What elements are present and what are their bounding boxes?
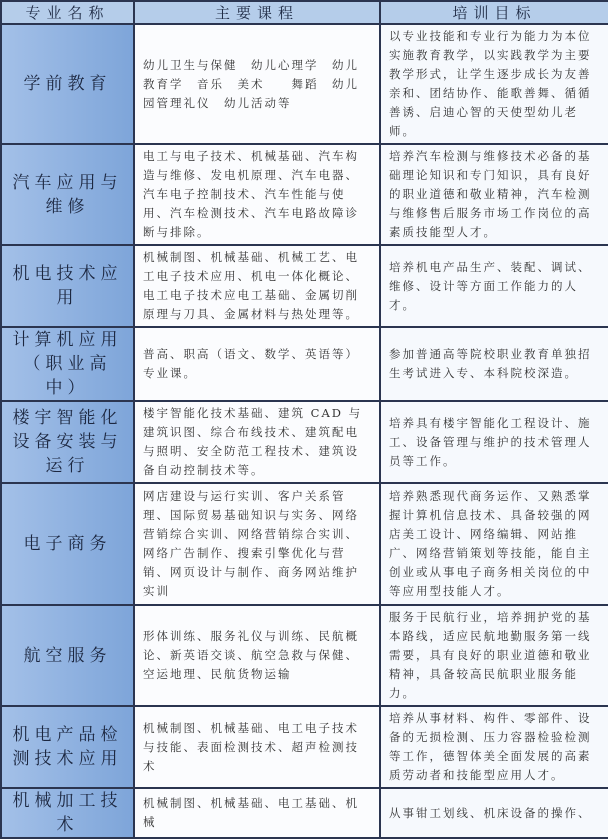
table-row: [1, 144, 608, 245]
table-row: [1, 605, 608, 706]
training-goal: 服务于民航行业，培养拥护党的基本路线，适应民航地勤服务第一线需要，具有良好的职业道德和敬业精神，具备较高民航职业服务能力。: [380, 605, 608, 706]
training-goal: 以专业技能和专业行为能力为本位实施教育教学，以实践教学为主要教学形式，让学生逐步成长为友善亲和、团结协作、能歌善舞、循循善诱、启迪心智的天使型幼儿老师。: [380, 24, 608, 144]
header-courses: 主要课程: [134, 1, 380, 24]
main-courses: 楼宇智能化技术基础、建筑 CAD 与建筑识图、综合布线技术、建筑配电与照明、安全防范工程技术、建筑设备自动控制技术等。: [134, 401, 380, 483]
major-name: 航空服务: [1, 605, 134, 706]
major-name: 楼宇智能化设备安装与运行: [1, 401, 134, 483]
table-row: [1, 401, 608, 483]
main-courses: 网店建设与运行实训、客户关系管理、国际贸易基础知识与实务、网络营销综合实训、网络营销综合实训、网络广告制作、搜索引擎优化与营销、网页设计与制作、商务网站维护实训: [134, 483, 380, 605]
table-row: [1, 483, 608, 605]
training-goal: 培养机电产品生产、装配、调试、维修、设计等方面工作能力的人才。: [380, 245, 608, 327]
training-goal: 参加普通高等院校职业教育单独招生考试进入专、本科院校深造。: [380, 327, 608, 401]
major-name: 汽车应用与维修: [1, 144, 134, 245]
major-name: 计算机应用（职业高中）: [1, 327, 134, 401]
table-row: [1, 245, 608, 327]
table-row: [1, 788, 608, 838]
training-goal: 从事钳工划线、机床设备的操作、: [380, 788, 608, 838]
table-header: [1, 1, 608, 24]
table-row: [1, 706, 608, 788]
table-row: [1, 327, 608, 401]
main-courses: 普高、职高（语文、数学、英语等）专业课。: [134, 327, 380, 401]
major-name: 学前教育: [1, 24, 134, 144]
major-name: 机电技术应用: [1, 245, 134, 327]
table-row: [1, 24, 608, 144]
training-goal: 培养具有楼宇智能化工程设计、施工、设备管理与维护的技术管理人员等工作。: [380, 401, 608, 483]
header-goals: 培训目标: [380, 1, 608, 24]
header-major: 专业名称: [1, 1, 134, 24]
main-courses: 机械制图、机械基础、电工基础、机械: [134, 788, 380, 838]
major-name: 机电产品检测技术应用: [1, 706, 134, 788]
main-courses: 机械制图、机械基础、机械工艺、电工电子技术应用、机电一体化概论、电工电子技术应电工基础、金属切削原理与刀具、金属材料与热处理等。: [134, 245, 380, 327]
training-goal: 培养汽车检测与维修技术必备的基础理论知识和专门知识，具有良好的职业道德和敬业精神，汽车检测与维修售后服务市场工作岗位的高素质技能型人才。: [380, 144, 608, 245]
main-courses: 电工与电子技术、机械基础、汽车构造与维修、发电机原理、汽车电器、汽车电子控制技术、汽车性能与使用、汽车检测技术、汽车电路故障诊断与排除。: [134, 144, 380, 245]
major-name: 电子商务: [1, 483, 134, 605]
major-name: 机械加工技术: [1, 788, 134, 838]
main-courses: 幼儿卫生与保健 幼儿心理学 幼儿教育学 音乐 美术 舞蹈 幼儿园管理礼仪 幼儿活动等: [134, 24, 380, 144]
main-courses: 机械制图、机械基础、电工电子技术与技能、表面检测技术、超声检测技术: [134, 706, 380, 788]
main-courses: 形体训练、服务礼仪与训练、民航概论、新英语交谈、航空急救与保健、空运地理、民航货物运输: [134, 605, 380, 706]
training-goal: 培养从事材料、构件、零部件、设备的无损检测、压力容器检验检测等工作，德智体美全面发展的高素质劳动者和技能型应用人才。: [380, 706, 608, 788]
training-goal: 培养熟悉现代商务运作、又熟悉掌握计算机信息技术、具备较强的网店美工设计、网络编辑、网站推广、网络营销策划等技能，能自主创业或从事电子商务相关岗位的中等应用型技能人才。: [380, 483, 608, 605]
